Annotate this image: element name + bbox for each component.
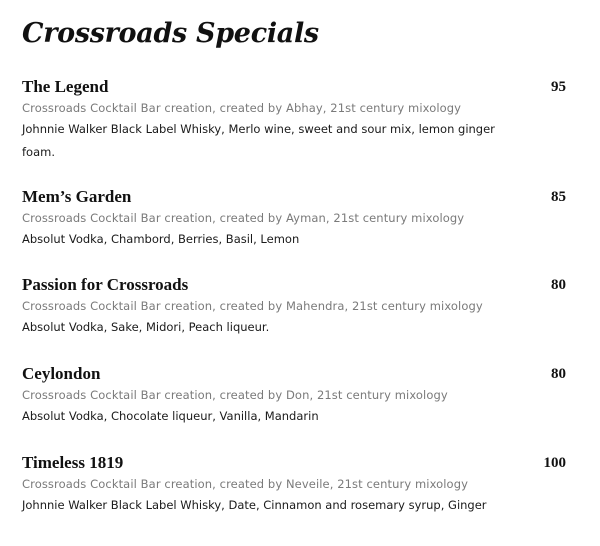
menu-title: Crossroads Specials: [22, 18, 319, 49]
menu-item-the-legend: [22, 76, 572, 164]
menu-item-ceylondon: [22, 363, 572, 428]
item-ingredients: Johnnie Walker Black Label Whisky, Merlo wine, sweet and sour mix, lemon ginger foam.: [22, 122, 495, 159]
item-price: 80: [551, 366, 566, 382]
item-credit: Crossroads Cocktail Bar creation, created by Neveile, 21st century mixology: [22, 477, 468, 491]
item-credit: Crossroads Cocktail Bar creation, created by Abhay, 21st century mixology: [22, 101, 462, 115]
item-name: Mem’s Garden: [22, 187, 132, 206]
item-name: Ceylondon: [22, 364, 101, 383]
item-credit: Crossroads Cocktail Bar creation, created by Don, 21st century mixology: [22, 388, 448, 402]
menu-item-mems-garden: [22, 186, 572, 251]
item-price: 85: [551, 189, 566, 205]
item-credit: Crossroads Cocktail Bar creation, created by Mahendra, 21st century mixology: [22, 299, 483, 313]
item-ingredients: Absolut Vodka, Chocolate liqueur, Vanilla, Mandarin: [22, 409, 319, 423]
item-credit: Crossroads Cocktail Bar creation, created by Ayman, 21st century mixology: [22, 211, 465, 225]
item-ingredients: Absolut Vodka, Sake, Midori, Peach liqueur.: [22, 320, 270, 334]
item-name: The Legend: [22, 77, 109, 96]
item-price: 100: [543, 455, 566, 471]
item-name: Timeless 1819: [22, 453, 124, 472]
item-price: 80: [551, 277, 566, 293]
item-ingredients: Absolut Vodka, Chambord, Berries, Basil, Lemon: [22, 232, 300, 246]
item-name: Passion for Crossroads: [22, 275, 189, 294]
menu-item-timeless-1819: [22, 452, 572, 517]
item-price: 95: [551, 79, 566, 95]
item-ingredients: Johnnie Walker Black Label Whisky, Date, Cinnamon and rosemary syrup, Ginger: [22, 498, 487, 512]
menu-item-passion-for-crossroads: [22, 274, 572, 339]
